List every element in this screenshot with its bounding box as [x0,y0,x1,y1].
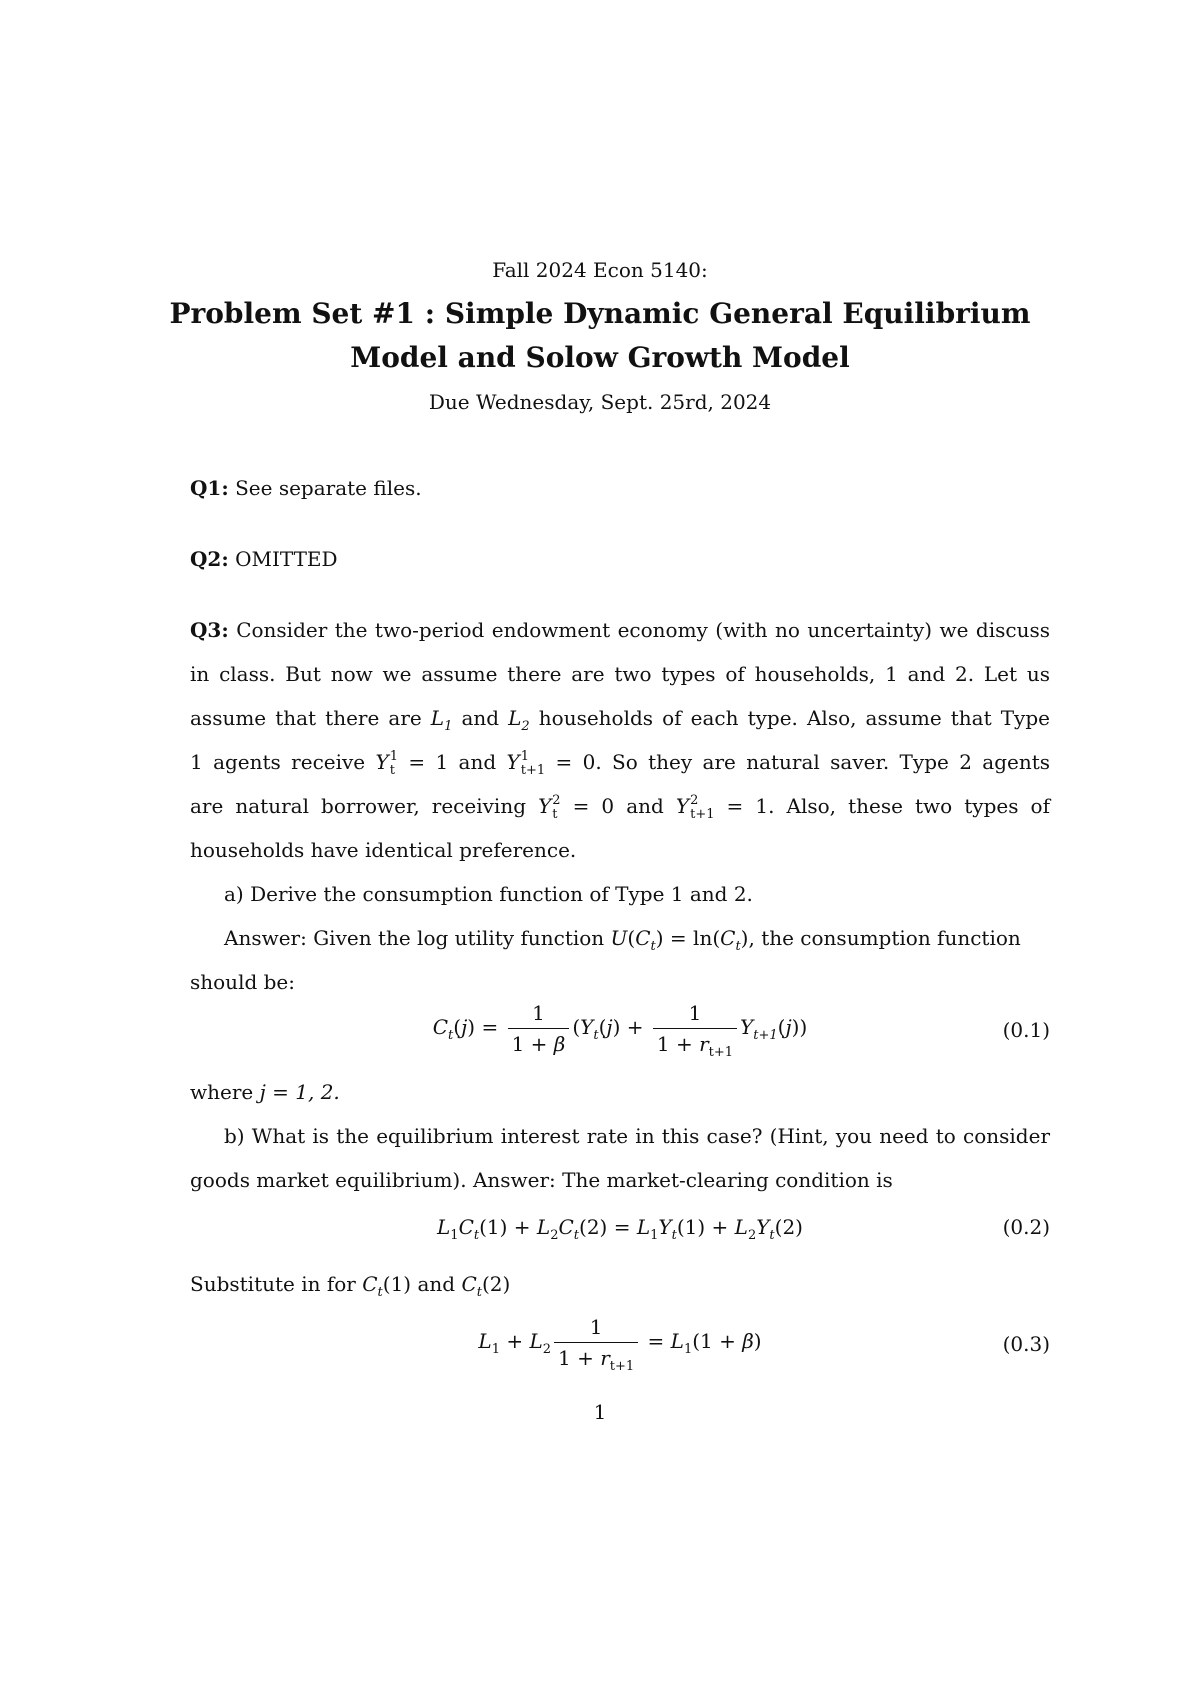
q2-label: Q2: [190,547,229,571]
problem-set-title-line-1: Problem Set #1 : Simple Dynamic General Equilibrium [169,297,1031,330]
part-b-question-line-1: b) What is the equilibrium interest rate in this case? (Hint, you need to consider [224,1124,1050,1148]
q3-text-4c: = 0. So they are natural saver. Type 2 agents [555,750,1051,774]
equation-0-2-body: $L_1C_t(1) + L_2C_t(2) = L_1Y_t(1) + L_2Y_t(2)$ [437,1215,803,1243]
math-Y-t-2: Y 2 t [538,792,561,822]
q1-text: See separate files. [235,476,422,500]
equation-0-1-body: $C_t(j)$ = $\frac{1}{1 + \beta}$ ($Y_t(j)$ + $\frac{1}{1 + r_{t+1}}$ $Y_{t+1}(j)$) [432,1001,808,1060]
math-utility-rest: $(C_t) = \ln(C_t)$ [627,926,749,954]
math-Y-t-1: Y 1 t [375,748,398,778]
part-a-question: a) Derive the consumption function of Type 1 and 2. [224,882,753,906]
q3-text-4a: 1 agents receive [190,750,366,774]
q3-line-5 [190,784,1050,828]
part-a-answer-line-1 [190,916,1050,960]
q1-line [190,466,1050,510]
q3-line-6: households have identical preference. [190,838,577,862]
fraction-1-over-1-plus-beta: $\frac{1}{1 + \beta}$ [508,1000,570,1057]
math-L2: $L_2$ [508,706,530,734]
q3-text-3a: assume that there are [190,706,422,730]
q1-block [190,466,1050,510]
math-Y-t1-1: Y 1 t+1 [506,748,546,778]
where-line [190,1070,1050,1114]
q3-line-1 [190,608,1050,652]
q3-text-3b: and [461,706,500,730]
q3-text-4b: = 1 and [408,750,497,774]
equation-number-0-1: (0.1) [1002,1018,1050,1042]
fraction-1-over-1-plus-r-eq3: $\frac{1}{1 + r_{t+1}}$ [554,1314,638,1371]
equation-number-0-2: (0.2) [1002,1215,1050,1239]
substitute-text-b: and [417,1272,456,1296]
q3-text-5b: = 0 and [572,794,664,818]
q3-line-3 [190,696,1050,740]
where-text: where [190,1080,254,1104]
substitute-text-a: Substitute in for [190,1272,356,1296]
answer-a-text-1: Answer: Given the log utility function [224,926,605,950]
q3-text-1: Consider the two-period endowment economy (with no uncertainty) we discuss [236,618,1050,642]
due-date: Due Wednesday, Sept. 25rd, 2024 [428,390,772,414]
part-a-answer-line-2: should be: [190,970,295,994]
equation-0-1 [190,1000,1050,1070]
equation-0-3 [190,1314,1050,1384]
math-Ct1: $C_t$ [362,1272,383,1300]
where-value: j = 1, 2. [259,1080,340,1104]
page-number: 1 [593,1400,607,1424]
q2-text: OMITTED [235,547,338,571]
q3-text-3c: households of each type. Also, assume that Type [538,706,1050,730]
q2-block [190,537,1050,581]
q3-label: Q3: [190,618,229,642]
math-utility: U [610,926,628,950]
substitute-block [190,1262,1050,1306]
q3-text-5c: = 1. Also, these two types of [726,794,1050,818]
answer-a-text-2: , the consumption function [748,926,1021,950]
q1-label: Q1: [190,476,229,500]
q3-block [190,608,1050,1004]
part-b-question-line-2: goods market equilibrium). Answer: The market-clearing condition is [190,1168,893,1192]
where-block [190,1070,1050,1202]
problem-set-title-line-2: Model and Solow Growth Model [350,341,850,374]
substitute-line: Substitute in for $C_t(1)$ and $C_t(2)$ [190,1272,511,1300]
course-heading: Fall 2024 Econ 5140: [492,258,708,282]
math-Ct2: $C_t$ [461,1272,482,1300]
equation-0-3-body: $L_1 + L_2$ $\frac{1}{1 + r_{t+1}}$ = $L_1(1 + \beta)$ [478,1315,762,1374]
q3-line-4 [190,740,1050,784]
math-Y-t1-2: Y 2 t+1 [675,792,715,822]
fraction-1-over-1-plus-r: $\frac{1}{1 + r_{t+1}}$ [653,1000,737,1057]
q2-line [190,537,1050,581]
q3-text-5a: are natural borrower, receiving [190,794,526,818]
q3-line-2: in class. But now we assume there are two types of households, 1 and 2. Let us [190,662,1050,686]
equation-number-0-3: (0.3) [1002,1332,1050,1356]
math-L1: $L_1$ [430,706,453,734]
